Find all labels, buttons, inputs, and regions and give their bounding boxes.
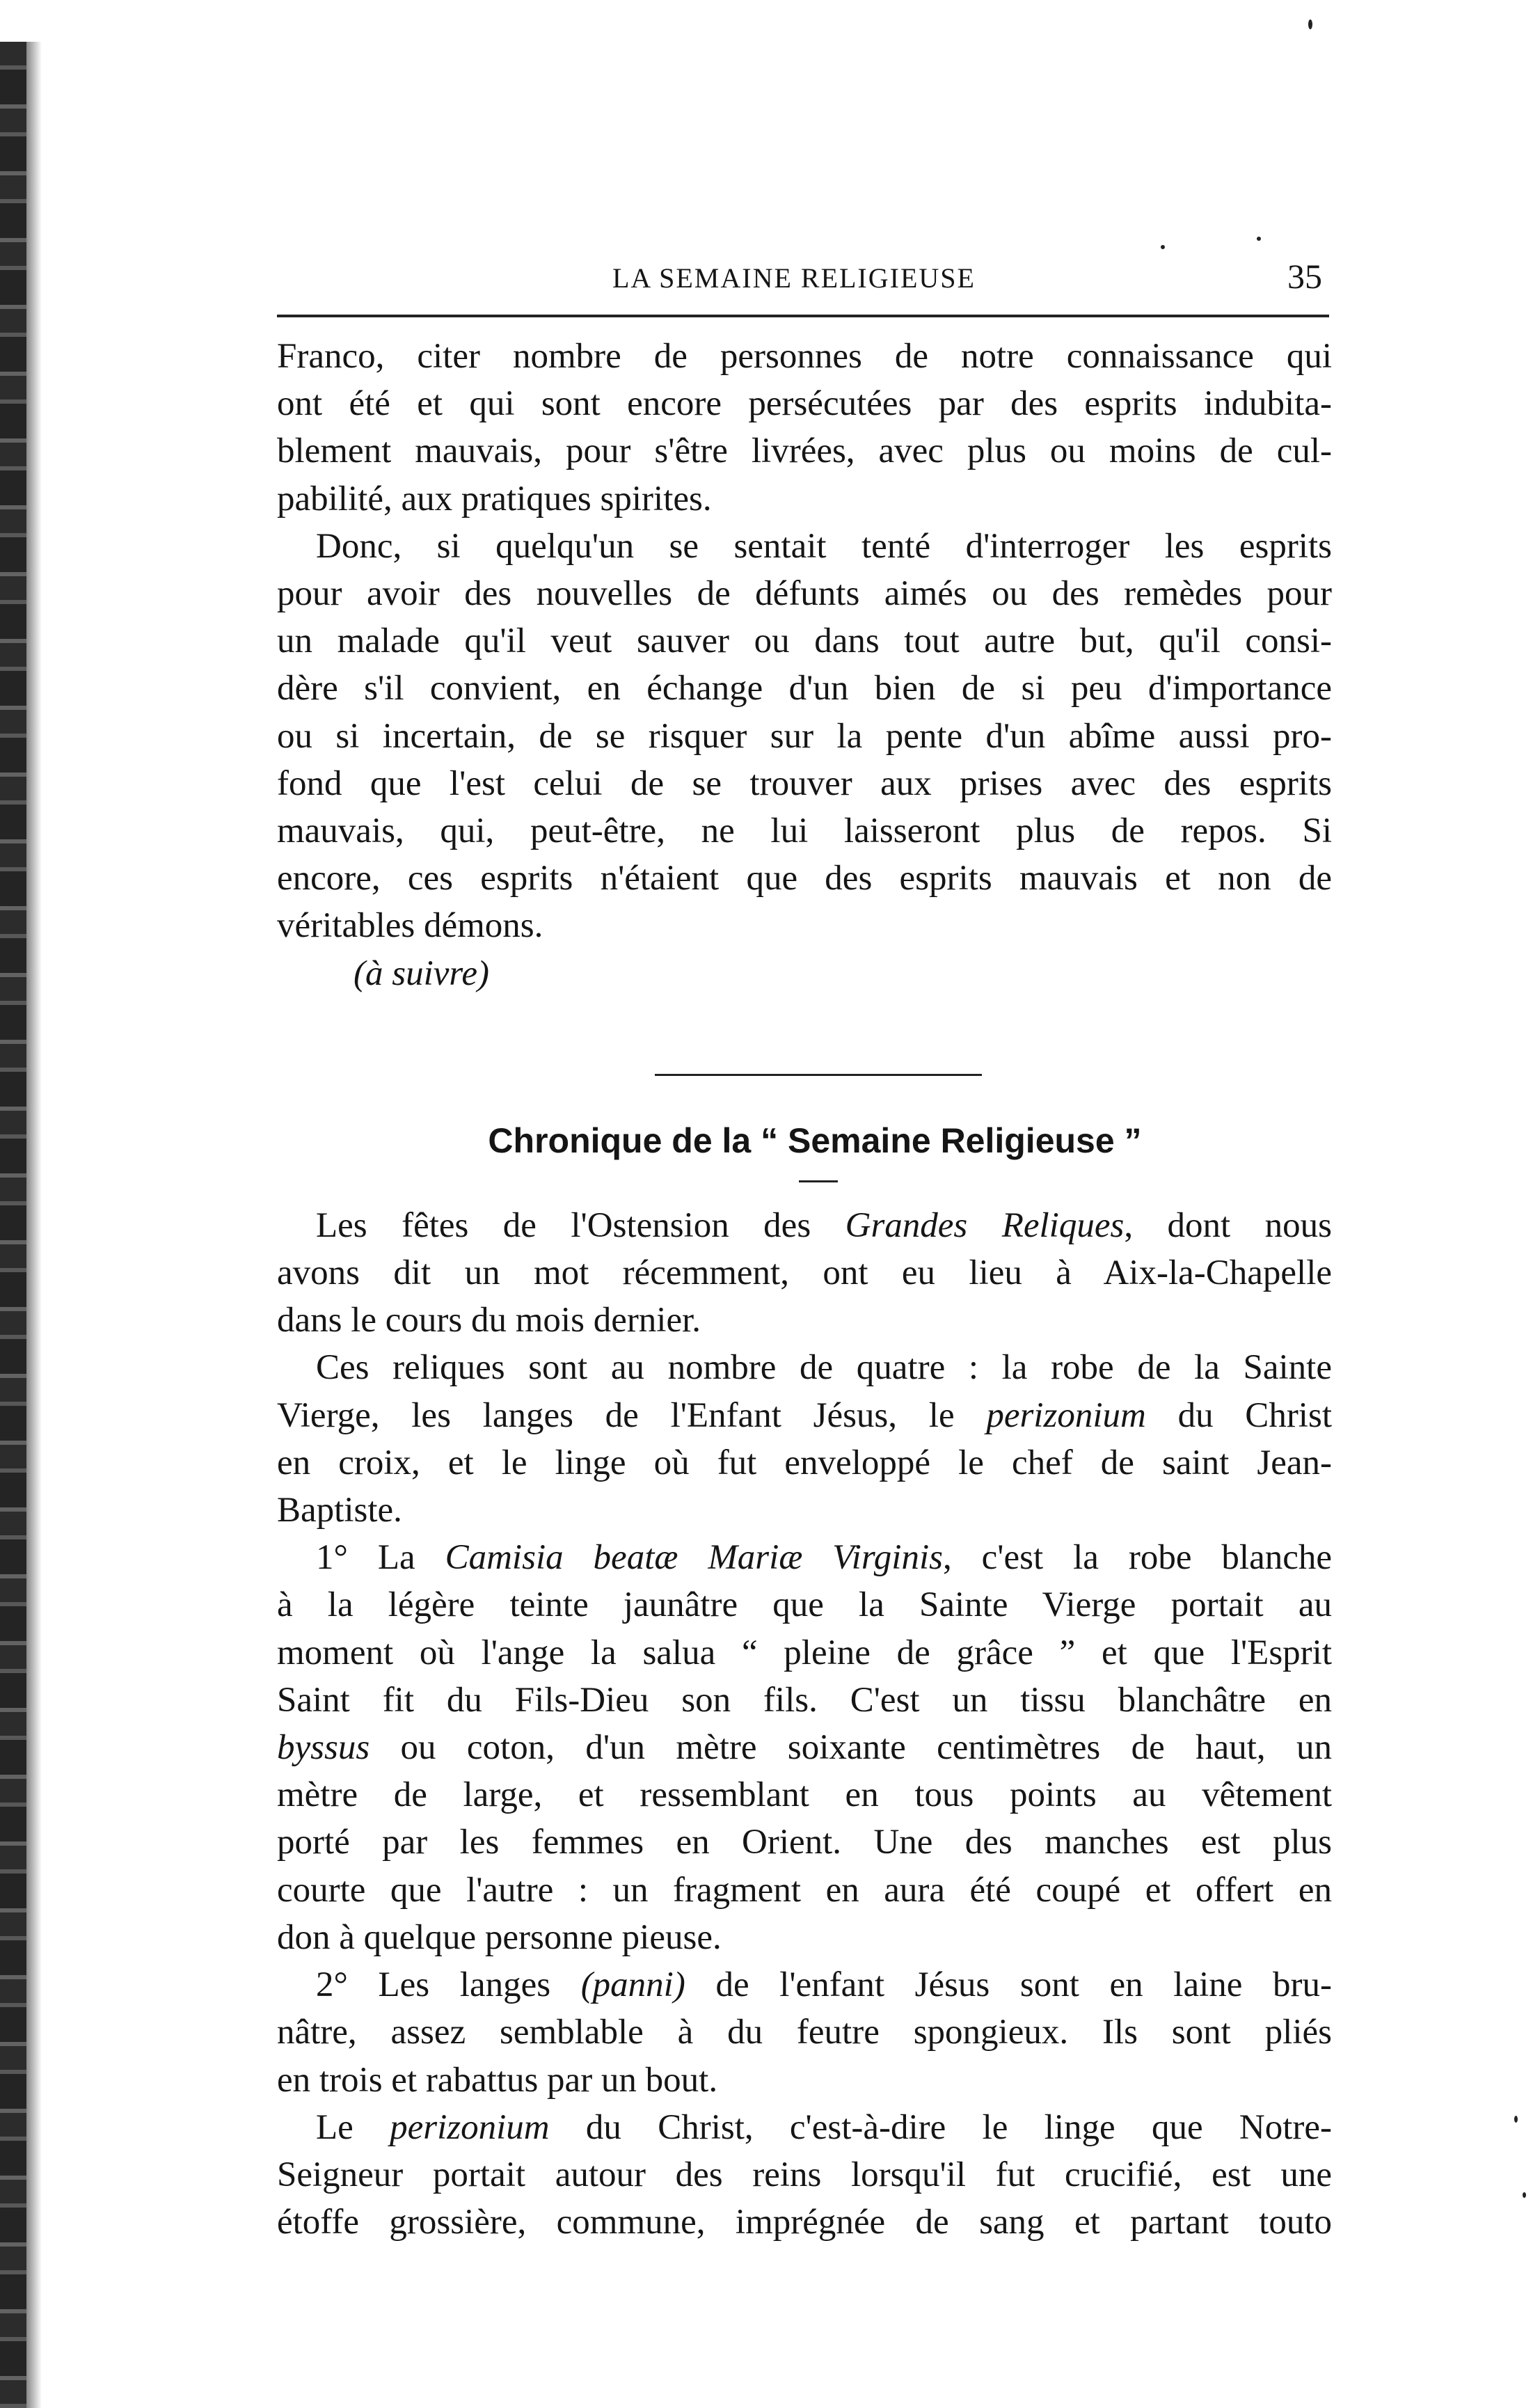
text-line: ou si incertain, de se risquer sur la pente d'un abîme aussi pro-	[277, 716, 1332, 756]
paragraph-perizonium	[277, 2104, 1332, 2247]
print-speck	[1514, 2116, 1518, 2123]
text-line: Baptiste.	[277, 1491, 402, 1530]
text-segment: ou coton, d'un mètre soixante centimètres de haut, un	[370, 1728, 1332, 1768]
section-divider	[655, 1074, 982, 1076]
text-line: mauvais, qui, peut-être, ne lui laisseront plus de repos. Si	[277, 811, 1332, 851]
text-segment: de l'enfant Jésus sont en laine bru-	[685, 1965, 1332, 2005]
print-speck	[1523, 2192, 1526, 2198]
text-line: courte que l'autre : un fragment en aura été coupé et offert en	[277, 1870, 1332, 1910]
text-line: don à quelque personne pieuse.	[277, 1917, 722, 1957]
print-speck	[1257, 237, 1261, 241]
text-line: Donc, si quelqu'un se sentait tenté d'interroger les esprits	[316, 526, 1332, 566]
text-italic: (panni)	[580, 1965, 685, 2005]
running-title: LA SEMAINE RELIGIEUSE	[612, 262, 976, 294]
text-line: Ces reliques sont au nombre de quatre : la robe de la Sainte	[316, 1348, 1332, 1388]
text-line: ont été et qui sont encore persécutées par des esprits indubita-	[277, 384, 1332, 424]
print-speck	[1308, 19, 1312, 29]
page-body	[277, 333, 1332, 2246]
paragraph-langes	[277, 1961, 1332, 2104]
text-line: pour avoir des nouvelles de défunts aimés ou des remèdes pour	[277, 574, 1332, 614]
text-line	[277, 1724, 1332, 1771]
paragraph-relics	[277, 1344, 1332, 1534]
text-line: Saint fit du Fils-Dieu son fils. C'est un tissu blanchâtre en	[277, 1680, 1332, 1720]
paragraph-continuation	[277, 333, 1332, 523]
text-line: un malade qu'il veut sauver ou dans tout autre but, qu'il consi-	[277, 621, 1332, 661]
text-italic: byssus	[277, 1728, 370, 1768]
text-line	[277, 2104, 1332, 2151]
text-line: mètre de large, et ressemblant en tous points au vêtement	[277, 1775, 1332, 1815]
text-segment: , c'est la robe blanche	[942, 1538, 1332, 1578]
page-binding-shadow	[26, 42, 42, 2408]
text-italic: Camisia beatæ Mariæ Virginis	[445, 1538, 943, 1578]
text-line: véritables démons.	[277, 906, 543, 946]
text-line: porté par les femmes en Orient. Une des manches est plus	[277, 1823, 1332, 1862]
text-line: Franco, citer nombre de personnes de notre connaissance qui	[277, 337, 1332, 376]
text-italic: Grandes Reliques	[845, 1205, 1125, 1245]
text-line: avons dit un mot récemment, ont eu lieu à Aix-la-Chapelle	[277, 1253, 1332, 1293]
text-segment: , dont nous	[1124, 1205, 1332, 1245]
print-speck	[1161, 245, 1165, 249]
page-binding-edge	[0, 42, 26, 2408]
text-line: en croix, et le linge où fut enveloppé le chef de saint Jean-	[277, 1443, 1332, 1482]
page-header	[278, 252, 1336, 301]
a-suivre-note: (à suivre)	[354, 953, 489, 993]
header-rule	[277, 315, 1329, 317]
text-line: nâtre, assez semblable à du feutre spongieux. Ils sont pliés	[277, 2013, 1332, 2052]
text-line	[277, 1961, 1332, 2009]
section-title: Chronique de la “ Semaine Religieuse ”	[488, 1120, 1142, 1160]
paragraph-ostension	[277, 1202, 1332, 1345]
paragraph-warning	[277, 523, 1332, 950]
text-segment: Le	[316, 2107, 390, 2147]
text-segment: du Christ, c'est-à-dire le linge que Notre-	[549, 2107, 1332, 2147]
paragraph-camisia	[277, 1534, 1332, 1961]
text-line: étoffe grossière, commune, imprégnée de sang et partant touto	[277, 2203, 1332, 2242]
text-italic: perizonium	[390, 2107, 550, 2147]
text-segment: Vierge, les langes de l'Enfant Jésus, le	[277, 1395, 987, 1435]
text-segment: 1° La	[316, 1538, 445, 1578]
text-line	[277, 1392, 1332, 1439]
text-line	[277, 1534, 1332, 1581]
text-line: en trois et rabattus par un bout.	[277, 2060, 718, 2100]
text-line: encore, ces esprits n'étaient que des esprits mauvais et non de	[277, 859, 1332, 898]
text-line	[277, 1202, 1332, 1249]
text-segment: Les fêtes de l'Ostension des	[316, 1205, 845, 1245]
text-italic: perizonium	[986, 1395, 1146, 1435]
text-line: blement mauvais, pour s'être livrées, avec plus ou moins de cul-	[277, 431, 1332, 471]
text-segment: 2° Les langes	[316, 1965, 581, 2005]
text-line: pabilité, aux pratiques spirites.	[277, 479, 712, 518]
page-number: 35	[1287, 257, 1322, 296]
text-line: à la légère teinte jaunâtre que la Sainte Vierge portait au	[277, 1585, 1332, 1625]
text-line: dère s'il convient, en échange d'un bien de si peu d'importance	[277, 669, 1332, 708]
text-line: Seigneur portait autour des reins lorsqu'il fut crucifié, est une	[277, 2155, 1332, 2194]
title-dash	[799, 1180, 838, 1182]
text-line: fond que l'est celui de se trouver aux prises avec des esprits	[277, 763, 1332, 803]
text-segment: du Christ	[1145, 1395, 1332, 1435]
text-line: moment où l'ange la salua “ pleine de grâce ” et que l'Esprit	[277, 1633, 1332, 1672]
text-line: dans le cours du mois dernier.	[277, 1301, 701, 1340]
